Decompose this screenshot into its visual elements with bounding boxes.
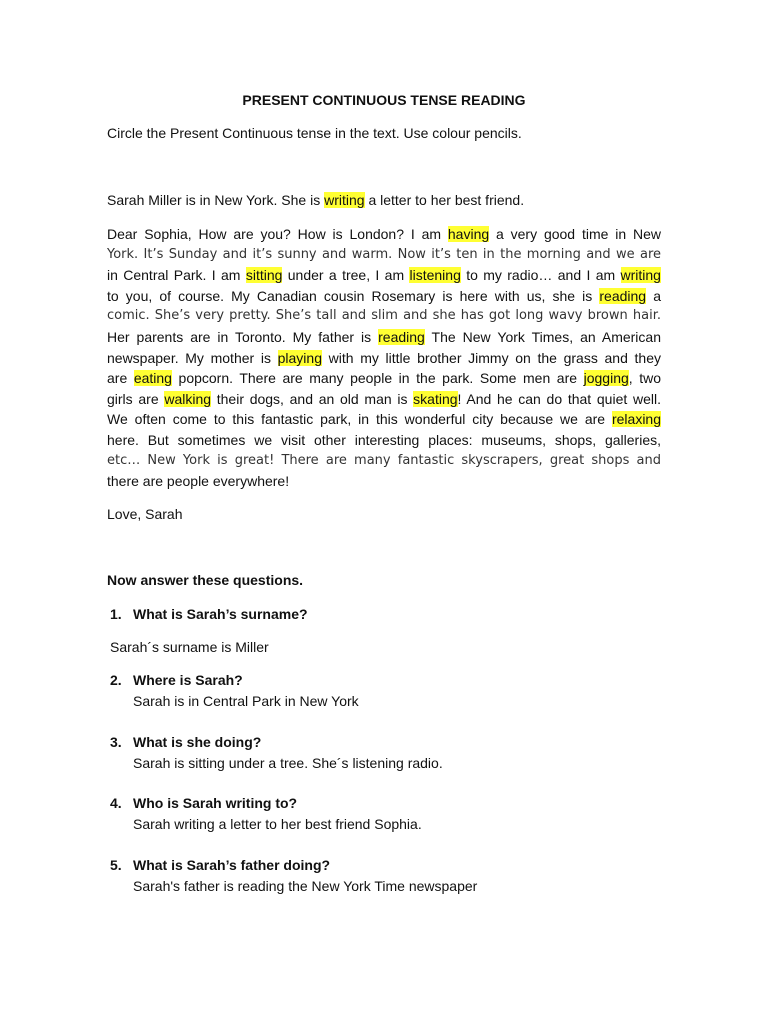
question-number: 1. xyxy=(110,606,122,622)
question-number: 2. xyxy=(110,672,122,688)
letter-line xyxy=(107,224,661,245)
letter-text: , two xyxy=(628,370,662,387)
question-5 xyxy=(110,857,330,873)
letter-body xyxy=(107,224,661,492)
answer-2: Sarah is in Central Park in New York xyxy=(133,693,359,709)
question-2 xyxy=(110,672,243,688)
highlighted-verb: playing xyxy=(277,349,322,366)
worksheet-title: PRESENT CONTINUOUS TENSE READING xyxy=(242,92,526,108)
letter-text: here. But sometimes we visit other interesting places: museums, shops, galleries, xyxy=(107,431,661,448)
highlighted-verb: writing xyxy=(620,267,661,284)
letter-text: with my little brother Jimmy on the grass and they xyxy=(322,349,662,366)
letter-text: there are people everywhere! xyxy=(107,473,290,490)
letter-text: ! And he can do that quiet well. xyxy=(457,390,661,407)
question-text: What is she doing? xyxy=(133,734,262,750)
letter-line xyxy=(107,451,661,472)
intro-sentence xyxy=(107,192,524,208)
answer-5: Sarah's father is reading the New York Time newspaper xyxy=(133,878,478,894)
letter-text: a very good time in New xyxy=(489,226,661,242)
letter-text: to my radio… and I am xyxy=(460,267,621,284)
highlighted-verb: eating xyxy=(133,370,172,387)
highlighted-verb: skating xyxy=(413,390,458,407)
question-number: 4. xyxy=(110,795,122,811)
highlighted-verb: sitting xyxy=(245,267,283,284)
intro-text-before: Sarah Miller is in New York. She is xyxy=(107,192,325,208)
highlighted-verb: jogging xyxy=(583,370,629,387)
answer-3: Sarah is sitting under a tree. She´s listening radio. xyxy=(133,755,443,771)
letter-line xyxy=(107,348,661,369)
question-text: Where is Sarah? xyxy=(133,672,243,688)
highlighted-verb: reading xyxy=(599,287,647,304)
question-4 xyxy=(110,795,297,811)
questions-heading: Now answer these questions. xyxy=(107,572,304,588)
highlighted-verb: relaxing xyxy=(611,411,661,428)
instruction-text: Circle the Present Continuous tense in the text. Use colour pencils. xyxy=(107,125,522,141)
letter-text: We often come to this fantastic park, in this wonderful city because we are xyxy=(107,411,612,428)
letter-text: under a tree, I am xyxy=(282,267,410,284)
question-3 xyxy=(110,734,261,750)
letter-line xyxy=(107,327,661,348)
letter-line xyxy=(107,286,661,307)
question-text: What is Sarah’s father doing? xyxy=(133,857,331,873)
letter-text: popcorn. There are many people in the park. Some men are xyxy=(171,370,584,387)
question-text: What is Sarah’s surname? xyxy=(133,606,308,622)
letter-line xyxy=(107,389,661,410)
letter-line xyxy=(107,368,661,389)
highlighted-verb: listening xyxy=(409,267,461,284)
highlighted-verb: reading xyxy=(378,328,425,345)
letter-text: Dear Sophia, How are you? How is London? I am xyxy=(107,226,448,242)
question-number: 5. xyxy=(110,857,122,873)
letter-text: girls are xyxy=(107,390,165,407)
letter-text: comic. She’s very pretty. She’s tall and slim and she has got long wavy brown hair. xyxy=(107,308,661,324)
letter-text: are xyxy=(107,370,134,387)
intro-text-after: a letter to her best friend. xyxy=(364,192,525,208)
letter-text: Her parents are in Toronto. My father is xyxy=(107,328,379,345)
answer-4: Sarah writing a letter to her best friend Sophia. xyxy=(133,816,422,832)
letter-text: newspaper. My mother is xyxy=(107,349,278,366)
question-text: Who is Sarah writing to? xyxy=(133,795,298,811)
letter-text: etc… New York is great! There are many fantastic skyscrapers, great shops and xyxy=(107,452,661,468)
highlighted-verb: walking xyxy=(164,390,212,407)
question-1 xyxy=(110,606,308,622)
answer-1: Sarah´s surname is Miller xyxy=(110,639,269,655)
letter-text: a xyxy=(646,287,661,304)
letter-line xyxy=(107,245,661,266)
letter-text: York. It’s Sunday and it’s sunny and warm. Now it’s ten in the morning and we are xyxy=(107,246,661,262)
letter-text: their dogs, and an old man is xyxy=(211,390,414,407)
highlighted-verb: having xyxy=(447,226,490,242)
letter-line xyxy=(107,409,661,430)
letter-text: The New York Times, an American xyxy=(424,328,661,345)
letter-line xyxy=(107,471,661,492)
letter-line xyxy=(107,430,661,451)
letter-line xyxy=(107,265,661,286)
letter-signoff: Love, Sarah xyxy=(107,506,183,522)
letter-text: in Central Park. I am xyxy=(107,267,246,284)
highlighted-verb: writing xyxy=(324,192,365,208)
letter-line xyxy=(107,306,661,327)
letter-text: to you, of course. My Canadian cousin Rosemary is here with us, she is xyxy=(107,287,600,304)
question-number: 3. xyxy=(110,734,122,750)
